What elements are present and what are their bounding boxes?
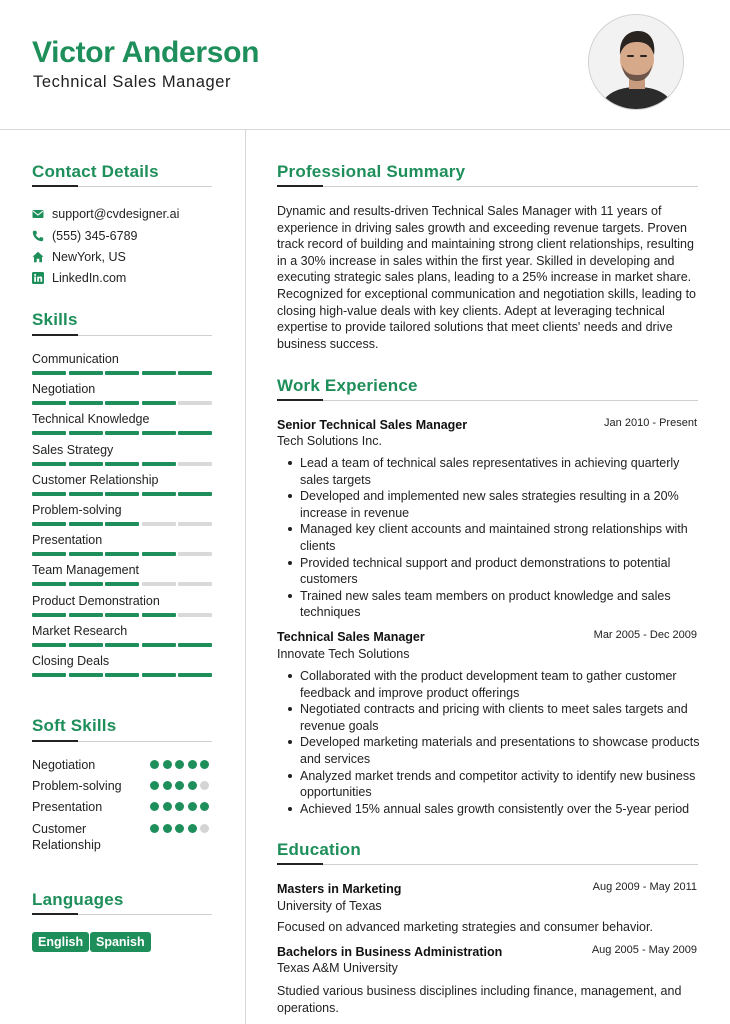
resume-header [0,0,730,130]
skill-level-segment [105,613,139,617]
skill-level-segment [32,613,66,617]
list-item: Achieved 15% annual sales growth consistently over the 5-year period [284,801,702,818]
list-item: Developed marketing materials and presentations to showcase products and services [284,734,702,767]
contact-phone[interactable] [32,228,137,244]
summary-text: Dynamic and results-driven Technical Sales Manager with 11 years of experience in driving sales growth and exceeding revenue targets. Proven track record of building and maintaining strong client relationships, resulting in a 30% increase in sales within the first year. Skilled in developing and executing strategic sales plans, leading to a 25% increase in market share. Recognized for exceptional communication and negotiation skills, leading to closing high-value deals with key clients. Adept at leveraging technical expertise to provide tailored solutions that meet clients' needs and drive business success. [277,204,697,351]
skill-level-bar [32,643,212,647]
rating-dot [150,781,159,790]
skill-level-segment [32,522,66,526]
rating-dot [163,802,172,811]
rating-dot [200,781,209,790]
skill-level-bar [32,492,212,496]
skill-level-segment [105,401,139,405]
education-degree: Bachelors in Business Administration [277,945,503,959]
skill-level-segment [32,552,66,556]
experience-section-title: Work Experience [277,376,418,395]
skill-level-segment [32,673,66,677]
soft-skill-name: Problem-solving [32,779,122,793]
list-item: Analyzed market trends and competitor activity to identify new business opportunities [284,768,702,801]
soft-skill-name: Customer Relationship [32,822,101,852]
summary-section-title: Professional Summary [277,162,466,181]
list-item: Collaborated with the product development team to gather customer feedback and improve product offerings [284,668,702,701]
job-role: Technical Sales Manager [277,630,425,644]
skill-level-segment [32,582,66,586]
job-company: Innovate Tech Solutions [277,647,410,661]
skill-level-segment [142,643,176,647]
skill-level-segment [178,522,212,526]
contact-location [32,249,126,265]
education-description: Studied various business disciplines including finance, management, and operations. [277,984,682,1015]
skill-level-segment [32,371,66,375]
job-date: Jan 2010 - Present [604,417,697,429]
column-divider [245,130,246,1024]
skills-section-title: Skills [32,310,78,329]
job-company: Tech Solutions Inc. [277,434,382,448]
skill-name: Team Management [32,563,140,578]
rating-dot [188,760,197,769]
rating-dot [150,802,159,811]
rating-dot [175,824,184,833]
skill-level-segment [105,522,139,526]
job-bullets [284,455,702,621]
person-portrait-icon [589,15,684,110]
skill-level-bar [32,613,212,617]
skill-level-segment [105,643,139,647]
skill-level-bar [32,401,212,405]
skill-level-segment [69,371,103,375]
contact-linkedin-text: LinkedIn.com [52,271,127,285]
skill-name: Customer Relationship [32,472,159,487]
skill-level-segment [178,613,212,617]
linkedin-icon [32,272,44,284]
skill-level-segment [142,673,176,677]
soft-skills-section-rule [32,741,212,742]
language-badge: Spanish [90,932,151,952]
languages-section-title: Languages [32,890,124,909]
phone-icon [32,230,44,242]
skill-name: Product Demonstration [32,593,160,608]
soft-skill-row [32,799,217,815]
skill-level-segment [32,492,66,496]
skill-level-segment [178,643,212,647]
rating-dot [175,781,184,790]
education-degree: Masters in Marketing [277,882,402,896]
soft-skill-row [32,821,217,853]
education-school: University of Texas [277,899,382,913]
skill-row [32,411,212,427]
skill-level-segment [69,462,103,466]
skill-level-segment [142,431,176,435]
skill-level-segment [142,582,176,586]
skill-level-segment [32,643,66,647]
skill-level-segment [105,552,139,556]
rating-dot [200,760,209,769]
contact-location-text: NewYork, US [52,250,126,264]
candidate-name: Victor Anderson [32,36,260,69]
skill-level-segment [69,673,103,677]
soft-skills-section-title: Soft Skills [32,716,117,735]
education-section-title: Education [277,840,361,859]
contact-section-rule [32,186,212,187]
skill-level-segment [105,371,139,375]
skill-row [32,442,212,458]
skill-level-segment [142,462,176,466]
contact-email[interactable] [32,206,179,222]
skill-level-segment [105,673,139,677]
skill-level-segment [142,522,176,526]
rating-dot [150,824,159,833]
skill-row [32,623,212,639]
skill-level-segment [178,552,212,556]
job-bullets [284,668,702,817]
skill-name: Problem-solving [32,503,122,517]
languages-section-rule [32,914,212,915]
skill-level-bar [32,431,212,435]
home-icon [32,251,44,263]
skill-row [32,502,212,518]
skill-row [32,381,212,397]
skill-level-segment [69,643,103,647]
skill-level-segment [105,431,139,435]
rating-dot [188,781,197,790]
skill-level-segment [142,613,176,617]
skill-level-segment [178,371,212,375]
education-description: Focused on advanced marketing strategies and consumer behavior. [277,920,653,934]
skill-level-segment [105,582,139,586]
candidate-title: Technical Sales Manager [33,73,232,91]
skill-name: Negotiation [32,382,96,397]
rating-dot [150,760,159,769]
skill-level-segment [69,582,103,586]
education-date: Aug 2005 - May 2009 [591,944,697,956]
skill-level-segment [32,401,66,405]
soft-skill-row [32,757,217,773]
envelope-icon [32,208,44,220]
skill-level-segment [142,401,176,405]
skill-row [32,653,212,669]
skill-level-bar [32,462,212,466]
list-item: Lead a team of technical sales representatives in achieving quarterly sales targets [284,455,702,488]
skill-level-segment [142,552,176,556]
job-date: Mar 2005 - Dec 2009 [593,629,697,641]
skill-level-bar [32,522,212,526]
experience-section-rule [277,400,698,401]
skill-name: Market Research [32,623,128,638]
skill-level-bar [32,552,212,556]
list-item: Provided technical support and product demonstrations to potential customers [284,555,702,588]
rating-dot [175,760,184,769]
skill-level-bar [32,371,212,375]
rating-dot [188,802,197,811]
skill-level-segment [69,613,103,617]
skill-level-segment [142,492,176,496]
profile-photo [588,14,684,110]
skill-row [32,351,212,367]
list-item: Trained new sales team members on product knowledge and sales techniques [284,588,702,621]
skill-level-segment [105,492,139,496]
skill-name: Communication [32,352,119,366]
skill-level-segment [69,431,103,435]
summary-section-rule [277,186,698,187]
soft-skill-row [32,778,217,794]
skill-level-segment [69,552,103,556]
skill-level-segment [142,371,176,375]
skill-name: Closing Deals [32,654,110,668]
rating-dot [163,760,172,769]
skill-level-segment [178,431,212,435]
list-item: Developed and implemented new sales strategies resulting in a 20% increase in revenue [284,488,702,521]
rating-dot [163,781,172,790]
skill-level-segment [69,522,103,526]
skill-level-segment [69,401,103,405]
skill-level-segment [105,462,139,466]
skill-level-bar [32,582,212,586]
skill-level-segment [32,462,66,466]
skill-level-segment [69,492,103,496]
education-school: Texas A&M University [277,961,398,975]
soft-skill-name: Presentation [32,800,103,814]
skill-level-segment [178,582,212,586]
language-badge: English [32,932,89,952]
skill-level-segment [32,431,66,435]
skill-level-segment [178,492,212,496]
skill-name: Sales Strategy [32,442,114,457]
rating-dot [175,802,184,811]
skill-row [32,532,212,548]
rating-dot [163,824,172,833]
skill-row [32,593,212,609]
job-role: Senior Technical Sales Manager [277,418,468,432]
skill-level-segment [178,673,212,677]
skill-row [32,472,212,488]
list-item: Managed key client accounts and maintained strong relationships with clients [284,521,702,554]
list-item: Negotiated contracts and pricing with clients to meet sales targets and revenue goals [284,701,702,734]
education-section-rule [277,864,698,865]
skills-section-rule [32,335,212,336]
soft-skill-name: Negotiation [32,758,96,772]
skill-row [32,562,212,578]
rating-dot [200,824,209,833]
skill-name: Presentation [32,533,103,548]
education-date: Aug 2009 - May 2011 [592,881,697,893]
contact-phone-text: (555) 345-6789 [52,229,138,243]
contact-email-text: support@cvdesigner.ai [52,207,180,221]
skill-level-segment [178,462,212,466]
skill-level-bar [32,673,212,677]
contact-linkedin[interactable] [32,270,126,286]
rating-dot [188,824,197,833]
skill-level-segment [178,401,212,405]
rating-dot [200,802,209,811]
contact-section-title: Contact Details [32,162,159,181]
skill-name: Technical Knowledge [32,412,150,427]
